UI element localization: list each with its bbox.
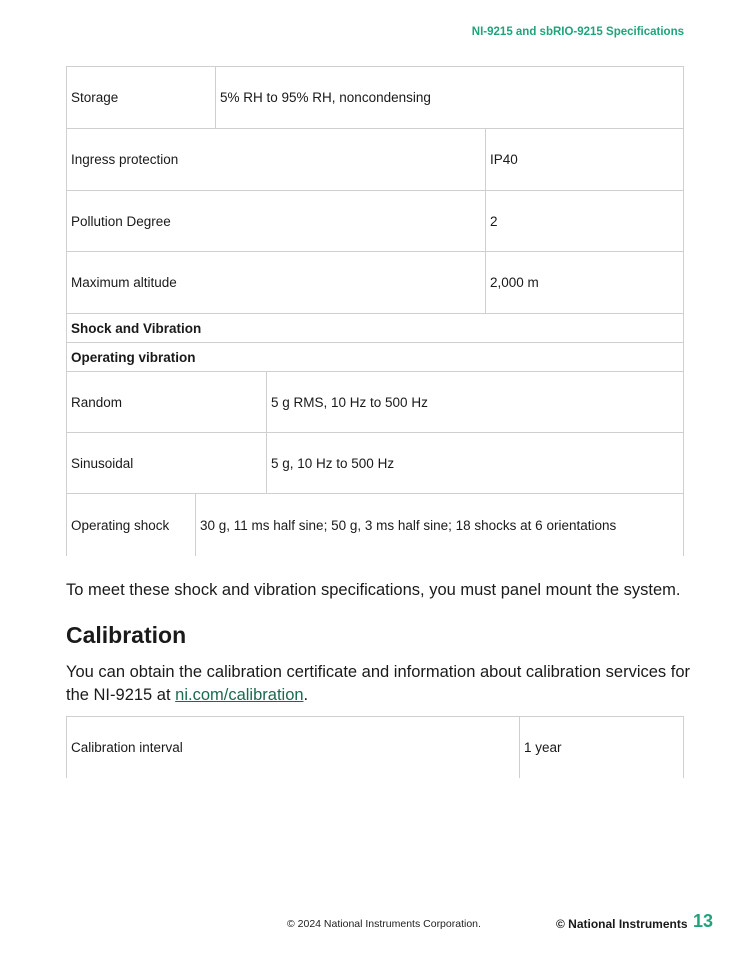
- table-row-random: [66, 372, 684, 433]
- subsection-header-operating-vibration: [66, 343, 684, 372]
- spec-value: 5% RH to 95% RH, noncondensing: [215, 67, 683, 128]
- table-row-ingress: [66, 129, 684, 191]
- spec-label: Storage: [71, 90, 119, 105]
- section-label: Shock and Vibration: [71, 320, 202, 336]
- table-row-pollution: [66, 191, 684, 252]
- spec-label: Pollution Degree: [71, 213, 171, 229]
- spec-label: Maximum altitude: [71, 275, 177, 290]
- spec-value: 5 g RMS, 10 Hz to 500 Hz: [266, 372, 683, 432]
- subsection-label: Operating vibration: [71, 349, 196, 365]
- calibration-paragraph: [66, 661, 691, 707]
- section-header-shock-vibration: [66, 314, 684, 343]
- table-row-operating-shock: [66, 494, 684, 556]
- calibration-text-end: .: [303, 686, 309, 704]
- spec-label: Random: [71, 394, 123, 410]
- table-row-storage: [66, 66, 684, 129]
- calibration-heading: Calibration: [66, 622, 187, 648]
- spec-value: 30 g, 11 ms half sine; 50 g, 3 ms half sine; 18 shocks at 6 orientations: [195, 494, 683, 556]
- page-number: 13: [693, 911, 714, 931]
- table-row-calibration-interval: [66, 716, 684, 778]
- mounting-note: To meet these shock and vibration specifications, you must panel mount the system.: [66, 581, 681, 599]
- spec-value: 2: [485, 191, 683, 251]
- calibration-link[interactable]: ni.com/calibration: [175, 686, 304, 704]
- spec-label: Calibration interval: [71, 740, 183, 755]
- spec-label: Sinusoidal: [71, 455, 134, 471]
- footer-copyright: © 2024 National Instruments Corporation.: [287, 918, 481, 930]
- spec-value: 5 g, 10 Hz to 500 Hz: [266, 433, 683, 493]
- spec-label: Ingress protection: [71, 152, 179, 167]
- spec-value: IP40: [485, 129, 683, 190]
- spec-value: 2,000 m: [485, 252, 683, 313]
- spec-value: 1 year: [519, 717, 683, 778]
- running-header: NI-9215 and sbRIO-9215 Specifications: [471, 26, 684, 38]
- table-row-altitude: [66, 252, 684, 314]
- table-row-sinusoidal: [66, 433, 684, 494]
- spec-label: Operating shock: [71, 517, 170, 533]
- footer-brand: © National Instruments: [556, 917, 688, 931]
- calibration-text: You can obtain the calibration certificate and information about calibration services for the NI-9215 at: [66, 663, 691, 704]
